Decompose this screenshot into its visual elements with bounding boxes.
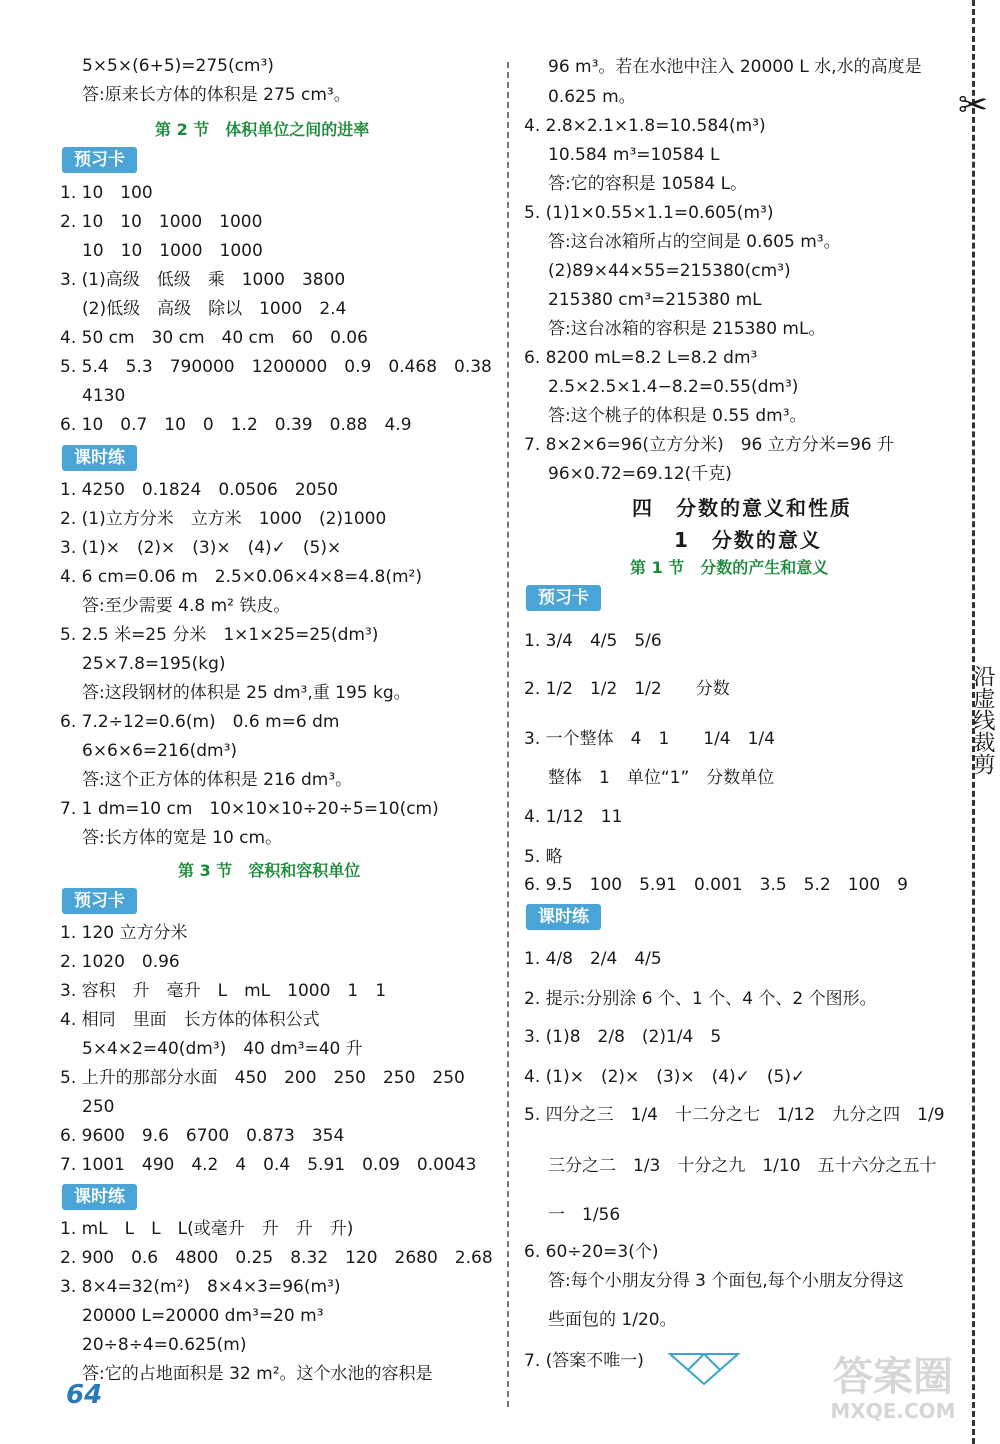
scissors-icon: ✂ (958, 85, 989, 126)
section-title: 第 3 节 容积和容积单位 (178, 861, 361, 880)
answer-line: 2. (1)立方分米 立方米 1000 (2)1000 (60, 509, 387, 529)
answer-line: 4130 (82, 386, 126, 406)
answer-line: 3. (1)× (2)× (3)× (4)✓ (5)× (60, 538, 342, 558)
answer-line: 4. 6 cm=0.06 m 2.5×0.06×4×8=4.8(m²) (60, 567, 422, 587)
answer-line: 答:至少需要 4.8 m² 铁皮。 (82, 596, 291, 616)
section-badge: 预习卡 (526, 585, 601, 611)
answer-line: 20000 L=20000 dm³=20 m³ (82, 1306, 324, 1326)
answer-line: 答:这段钢材的体积是 25 dm³,重 195 kg。 (82, 683, 411, 703)
answer-line: 96×0.72=69.12(千克) (548, 464, 732, 484)
section-badge: 课时练 (62, 1184, 137, 1210)
answer-line: (2)低级 高级 除以 1000 2.4 (82, 299, 347, 319)
answer-line: 6×6×6=216(dm³) (82, 741, 238, 761)
answer-line: 7. 8×2×6=96(立方分米) 96 立方分米=96 升 (524, 435, 895, 455)
answer-line: 7. 1001 490 4.2 4 0.4 5.91 0.09 0.0043 (60, 1155, 477, 1175)
answer-line: 6. 9.5 100 5.91 0.001 3.5 5.2 100 9 (524, 875, 908, 895)
answer-line: 4. 1/12 11 (524, 807, 623, 827)
answer-line: 10 10 1000 1000 (82, 241, 263, 261)
answer-line: 答:这台冰箱的容积是 215380 mL。 (548, 319, 826, 339)
answer-line: 5×5×(6+5)=275(cm³) (82, 56, 274, 76)
chapter-title: 四 分数的意义和性质 (632, 496, 852, 520)
watermark: 答案圈 MXQE.COM (830, 1354, 956, 1423)
answer-line: 1. 4/8 2/4 4/5 (524, 949, 662, 969)
answer-line: 答:长方体的宽是 10 cm。 (82, 828, 283, 848)
answer-line: 2. 900 0.6 4800 0.25 8.32 120 2680 2.68 (60, 1248, 493, 1268)
answer-line: 1. 10 100 (60, 183, 153, 203)
answer-line: 6. 7.2÷12=0.6(m) 0.6 m=6 dm (60, 712, 340, 732)
answer-line: 2. 1/2 1/2 1/2 分数 (524, 679, 730, 699)
answer-line: 5. 2.5 米=25 分米 1×1×25=25(dm³) (60, 625, 379, 645)
answer-line: 7. 1 dm=10 cm 10×10×10÷20÷5=10(cm) (60, 799, 439, 819)
answer-line: 96 m³。若在水池中注入 20000 L 水,水的高度是 (548, 57, 922, 77)
answer-line: 答:它的占地面积是 32 m²。这个水池的容积是 (82, 1364, 433, 1384)
triangles-figure (668, 1352, 740, 1386)
answer-line: 3. (1)高级 低级 乘 1000 3800 (60, 270, 346, 290)
answer-line: 1. 4250 0.1824 0.0506 2050 (60, 480, 339, 500)
answer-line: 6. 60÷20=3(个) (524, 1242, 659, 1262)
answer-line: 1. mL L L L(或毫升 升 升 升) (60, 1219, 354, 1239)
answer-line: 整体 1 单位“1” 分数单位 (548, 768, 775, 788)
answer-line: (2)89×44×55=215380(cm³) (548, 261, 791, 281)
answer-line: 6. 10 0.7 10 0 1.2 0.39 0.88 4.9 (60, 415, 412, 435)
section-badge: 预习卡 (62, 888, 137, 914)
answer-line: 4. (1)× (2)× (3)× (4)✓ (5)✓ (524, 1067, 806, 1087)
answer-line: 5. 上升的那部分水面 450 200 250 250 250 (60, 1068, 465, 1088)
answer-line: 5. 略 (524, 847, 563, 867)
answer-line: 3. 8×4=32(m²) 8×4×3=96(m³) (60, 1277, 341, 1297)
answer-line: 答:这个正方体的体积是 216 dm³。 (82, 770, 353, 790)
answer-line: 2.5×2.5×1.4−8.2=0.55(dm³) (548, 377, 799, 397)
answer-line: 2. 1020 0.96 (60, 952, 180, 972)
section-title: 第 1 节 分数的产生和意义 (630, 558, 829, 577)
answer-line: 0.625 m。 (548, 87, 636, 107)
answer-line: 4. 2.8×2.1×1.8=10.584(m³) (524, 116, 766, 136)
answer-line: 20÷8÷4=0.625(m) (82, 1335, 247, 1355)
column-divider (507, 62, 509, 1407)
answer-line: 6. 9600 9.6 6700 0.873 354 (60, 1126, 345, 1146)
page-number: 64 (66, 1380, 103, 1410)
section-badge: 课时练 (62, 445, 137, 471)
section-title: 第 2 节 体积单位之间的进率 (155, 120, 370, 139)
answer-line: 10.584 m³=10584 L (548, 145, 720, 165)
answer-line: 3. 容积 升 毫升 L mL 1000 1 1 (60, 981, 387, 1001)
answer-line: 7. (答案不唯一) (524, 1351, 644, 1371)
answer-line: 4. 相同 里面 长方体的体积公式 (60, 1010, 320, 1030)
answer-line: 5. (1)1×0.55×1.1=0.605(m³) (524, 203, 774, 223)
answer-line: 答:原来长方体的体积是 275 cm³。 (82, 85, 351, 105)
answer-line: 6. 8200 mL=8.2 L=8.2 dm³ (524, 348, 758, 368)
answer-line: 2. 提示:分别涂 6 个、1 个、4 个、2 个图形。 (524, 989, 877, 1009)
answer-line: 5. 5.4 5.3 790000 1200000 0.9 0.468 0.38 (60, 357, 492, 377)
answer-line: 25×7.8=195(kg) (82, 654, 226, 674)
chapter-title: 1 分数的意义 (674, 528, 822, 552)
answer-line: 答:它的容积是 10584 L。 (548, 174, 748, 194)
answer-line: 2. 10 10 1000 1000 (60, 212, 263, 232)
answer-line: 三分之二 1/3 十分之九 1/10 五十六分之五十 (548, 1156, 937, 1176)
answer-line: 3. (1)8 2/8 (2)1/4 5 (524, 1027, 722, 1047)
answer-line: 1. 120 立方分米 (60, 923, 188, 943)
answer-line: 215380 cm³=215380 mL (548, 290, 762, 310)
cut-instruction: 沿虚线裁剪 (970, 665, 995, 775)
answer-line: 5. 四分之三 1/4 十二分之七 1/12 九分之四 1/9 (524, 1105, 945, 1125)
section-badge: 课时练 (526, 904, 601, 930)
answer-line: 1. 3/4 4/5 5/6 (524, 631, 662, 651)
answer-line: 3. 一个整体 4 1 1/4 1/4 (524, 729, 775, 749)
answer-line: 些面包的 1/20。 (548, 1310, 677, 1330)
answer-line: 一 1/56 (548, 1205, 621, 1225)
answer-line: 答:这个桃子的体积是 0.55 dm³。 (548, 406, 807, 426)
answer-line: 5×4×2=40(dm³) 40 dm³=40 升 (82, 1039, 363, 1059)
answer-line: 答:每个小朋友分得 3 个面包,每个小朋友分得这 (548, 1271, 904, 1291)
section-badge: 预习卡 (62, 147, 137, 173)
answer-line: 4. 50 cm 30 cm 40 cm 60 0.06 (60, 328, 368, 348)
answer-line: 答:这台冰箱所占的空间是 0.605 m³。 (548, 232, 841, 252)
answer-line: 250 (82, 1097, 115, 1117)
